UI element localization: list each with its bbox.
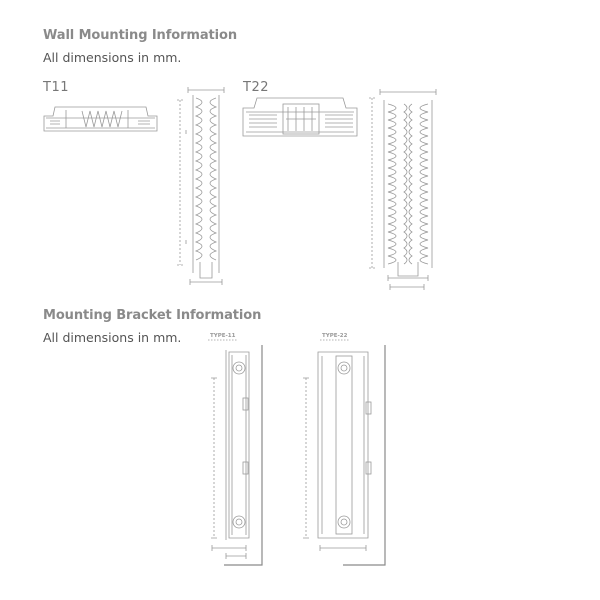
wall-mounting-subtitle: All dimensions in mm. [43,50,182,65]
type-t22-label: T22 [243,80,269,95]
type-11-label: TYPE-11 [210,333,236,339]
t22-top-view [243,98,357,136]
type-22-bracket [303,340,385,565]
t22-side-view [369,89,436,290]
type-11-bracket [208,340,262,565]
type-t11-label: T11 [43,80,69,95]
t11-top-view [44,107,157,131]
type-22-label: TYPE-22 [322,333,348,339]
t11-side-view [177,87,224,285]
wall-mounting-title: Wall Mounting Information [43,28,237,43]
mounting-bracket-subtitle: All dimensions in mm. [43,330,182,345]
mounting-bracket-title: Mounting Bracket Information [43,308,262,323]
